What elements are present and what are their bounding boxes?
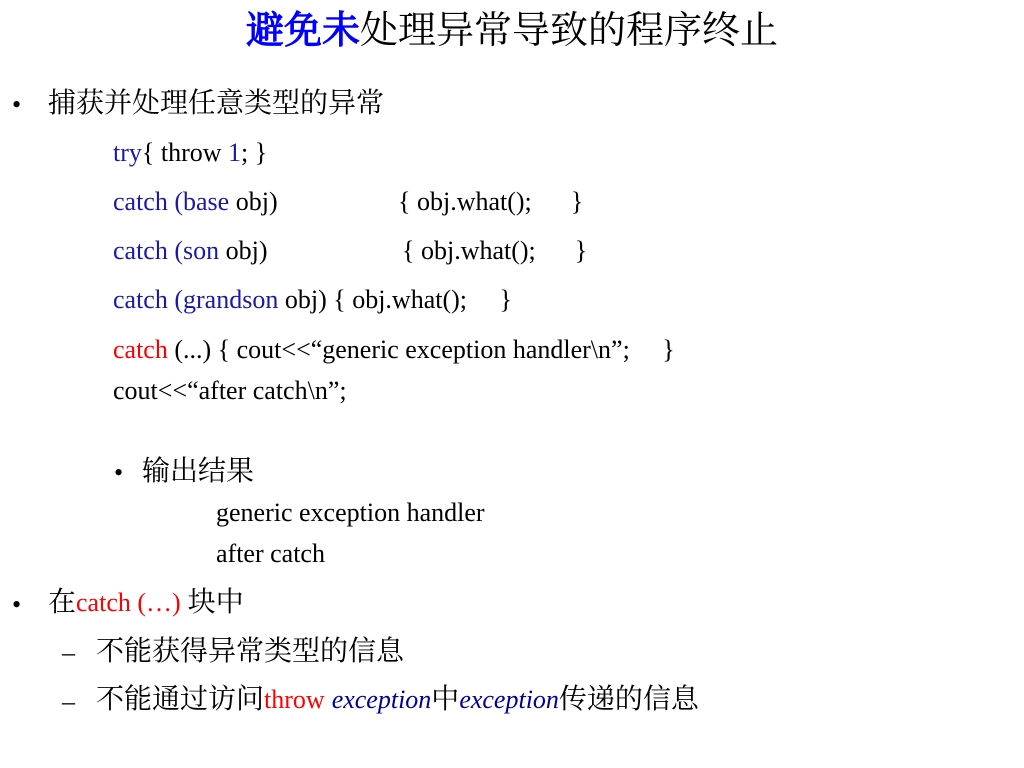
code-type-grandson: grandson [183,285,279,314]
code-paren: ( [174,285,184,314]
code-line-catch-generic [113,337,675,363]
code-line-catch-son [113,238,268,264]
section2-heading [48,589,244,617]
sub2-throw: throw [264,685,325,714]
code-keyword-try: try [113,138,142,167]
code-keyword-catch: catch [113,285,168,314]
code-line-try [113,140,267,166]
code-text: (...) { cout<<“generic exception handler\n”; } [167,335,675,364]
dash-marker: – [62,638,75,667]
code-paren: ( [174,187,184,216]
section2-sub-item-2 [96,686,699,714]
sub2-suffix: 传递的信息 [558,684,699,715]
output-line-1: generic exception handler [216,498,485,527]
bullet-marker: • [12,590,22,619]
code-line-catch-grandson [113,287,512,313]
section1-heading: 捕获并处理任意类型的异常 [48,88,385,119]
code-number: 1 [228,138,242,167]
code-type-base: base [183,187,230,216]
code-text: { throw [141,138,229,167]
sub2-exception: exception [331,685,432,714]
slide-title [0,12,1024,50]
code-keyword-catch-generic: catch [113,335,168,364]
code-type-son: son [183,236,220,265]
code-text: obj) [219,236,268,265]
code-paren: ( [174,236,184,265]
bullet-marker: • [114,458,124,487]
output-line-2: after catch [216,539,325,568]
section2-sub-item-1: 不能获得异常类型的信息 [96,636,405,667]
title-highlight: 避免未 [245,10,360,52]
section2-suffix: 块中 [180,587,244,618]
code-line-after: cout<<“after catch\n”; [113,376,347,405]
dash-marker: – [62,687,75,716]
code-keyword-catch: catch [113,236,168,265]
section2-catch: catch (…) [76,588,181,617]
sub2-mid: 中 [431,684,460,715]
sub2-prefix: 不能通过访问 [96,684,265,715]
output-heading: 输出结果 [142,456,255,487]
code-body-base: { obj.what(); } [398,187,584,216]
code-text: obj) [229,187,278,216]
code-text: ; } [241,138,268,167]
code-keyword-catch: catch [113,187,168,216]
title-rest: 处理异常导致的程序终止 [360,10,779,52]
bullet-marker: • [12,90,22,119]
code-text: obj) { obj.what(); } [278,285,512,314]
code-line-catch-base [113,189,278,215]
code-body-son: { obj.what(); } [402,236,588,265]
sub2-exception: exception [459,685,559,714]
section2-prefix: 在 [48,587,77,618]
